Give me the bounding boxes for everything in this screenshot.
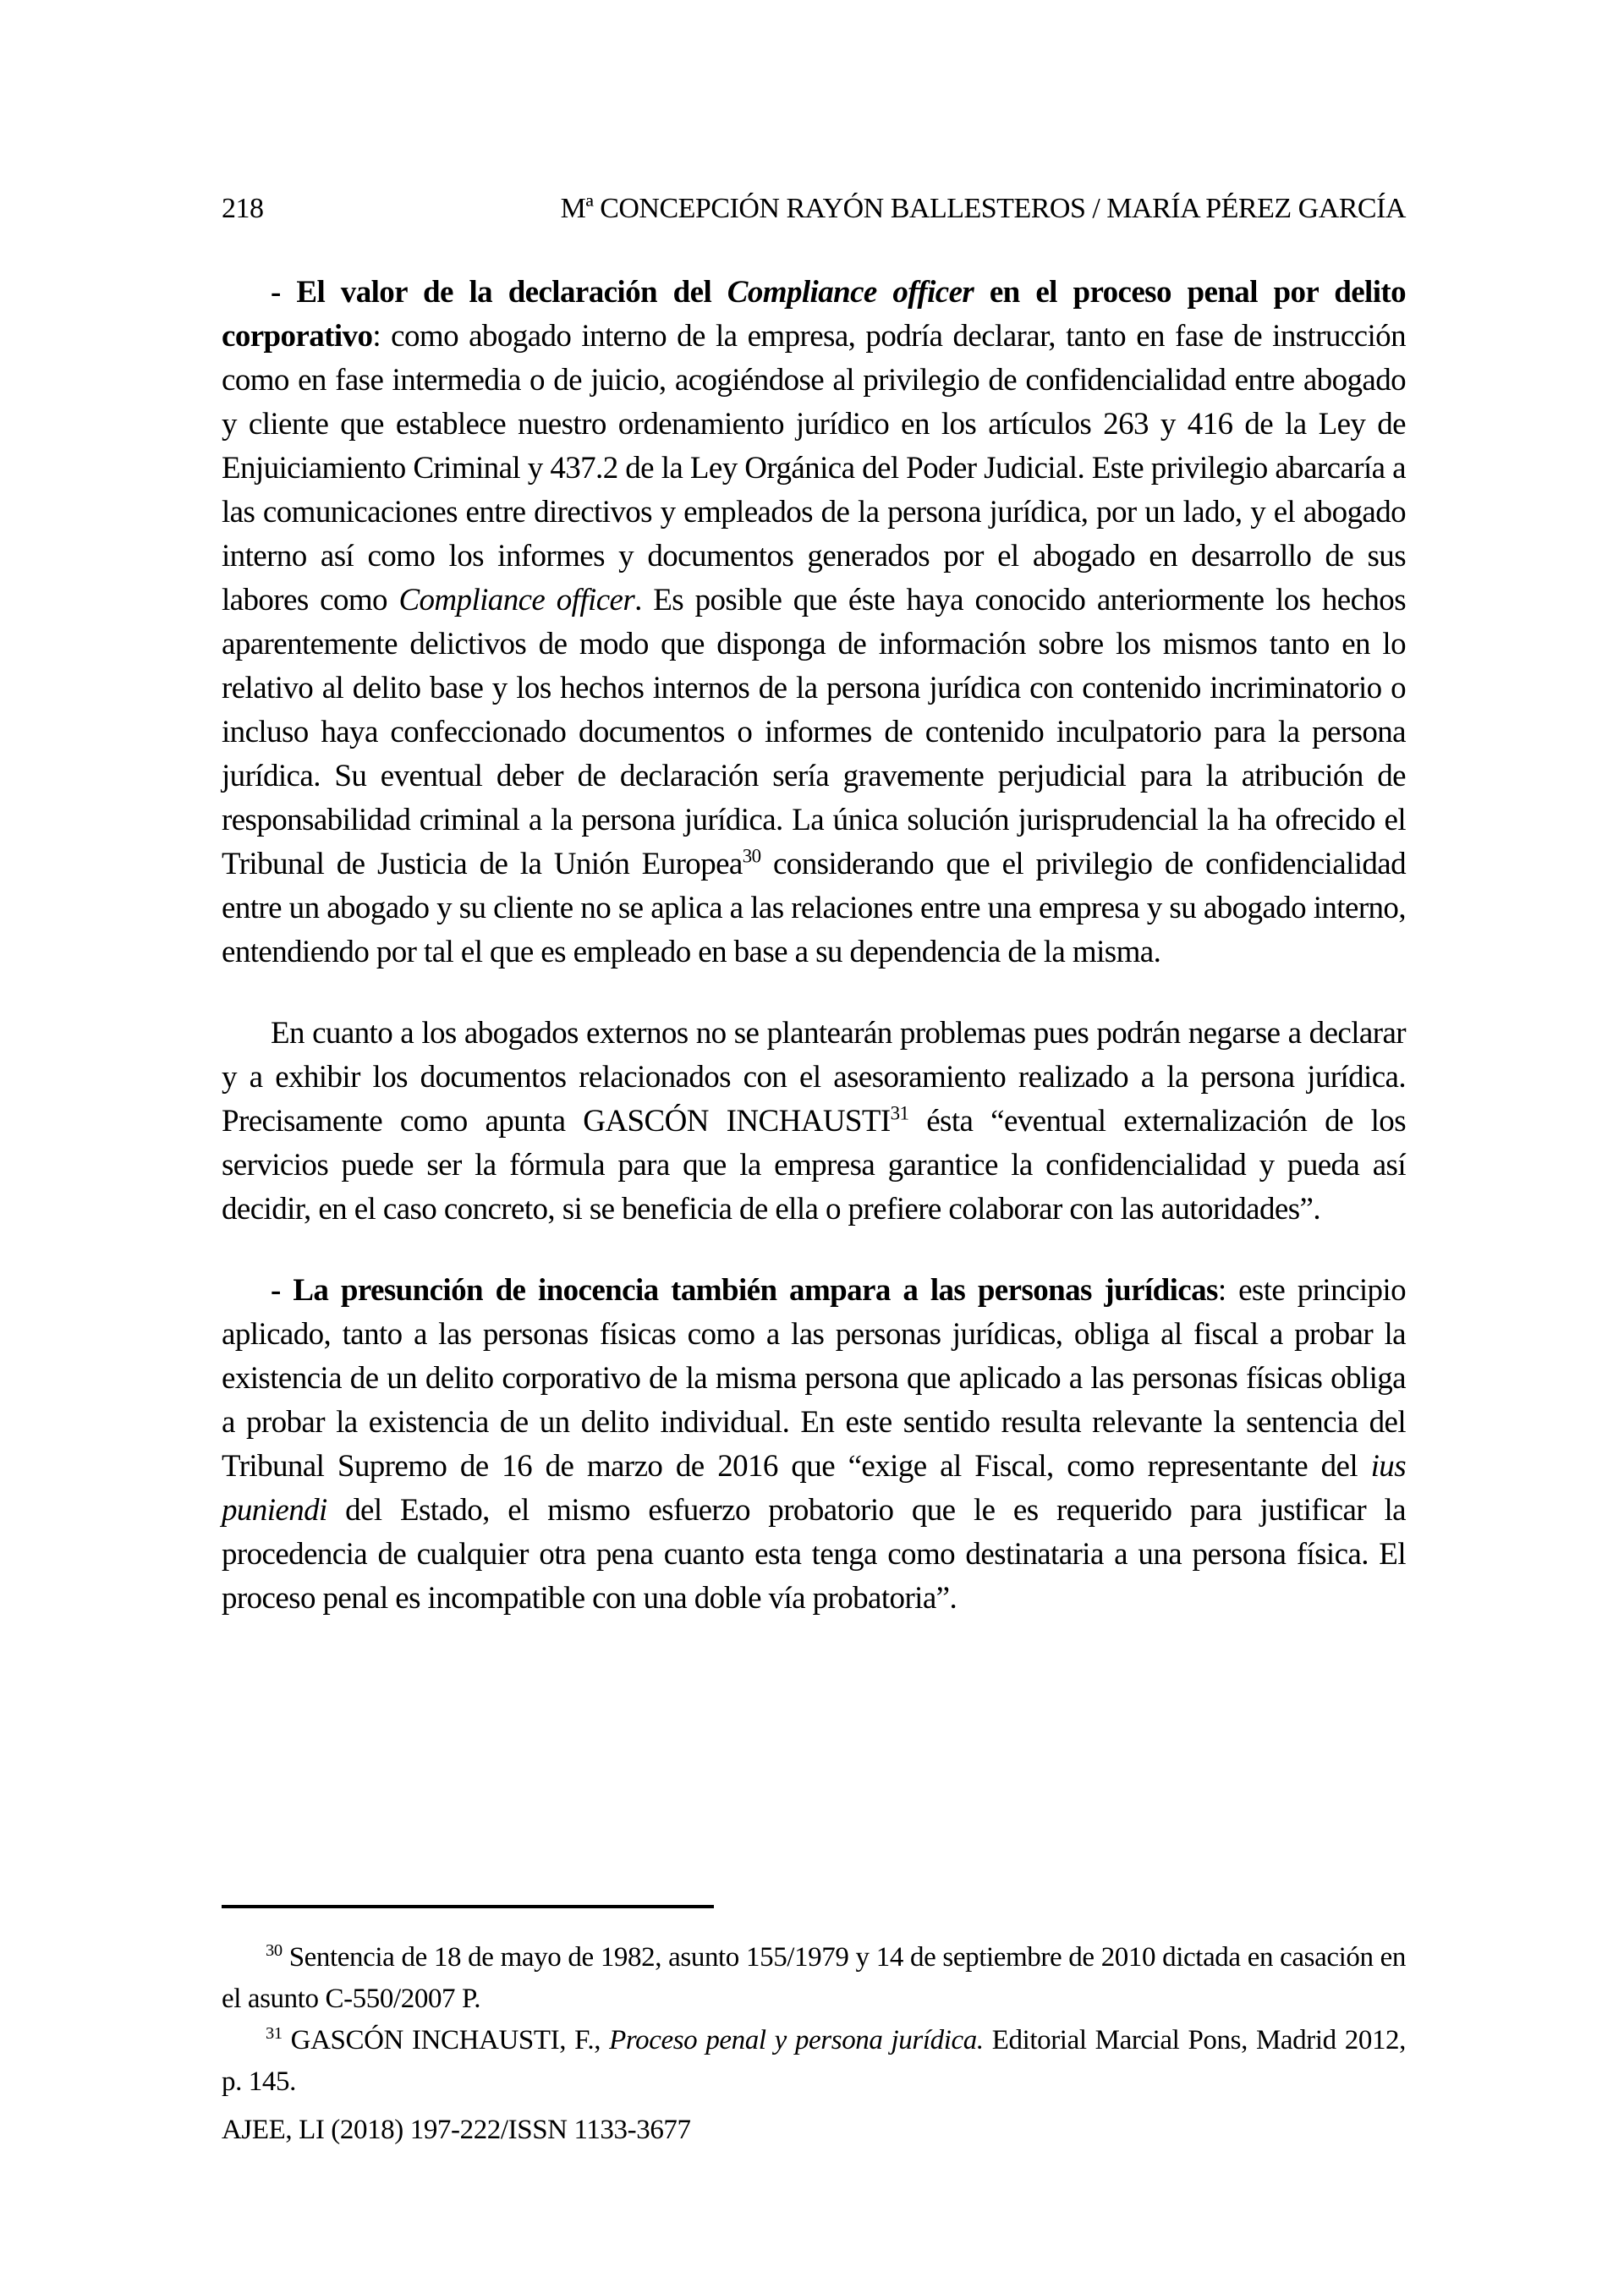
running-header-authors: Mª CONCEPCIÓN RAYÓN BALLESTEROS / MARÍA PÉREZ GARCÍA [560,193,1406,224]
footnote-number-30: 30 [266,1941,283,1960]
paragraph-text: . Es posible que éste haya conocido anteriormente los hechos aparentemente delictivos de modo que disponga de información sobre los mismos tanto en lo relativo al delito base y los hechos internos de la persona jurídica con contenido incriminatorio o incluso haya confeccionado documentos o informes de contenido inculpatorio para la persona jurídica. Su eventual deber de declaración sería gravemente perjudicial para la atribución de responsabilidad criminal a la persona jurídica. La única solución jurisprudencial la ha ofrecido el Tribunal de Justicia de la Unión Europea [222,583,1407,881]
paragraph-text: del Estado, el mismo esfuerzo probatorio que le es requerido para justificar la procedencia de cualquier otra pena cuanto esta tenga como destinataria a una persona física. El proceso penal es incompatible con una doble vía probatoria”. [222,1493,1406,1616]
paragraph-text: ésta “eventual externalización de los servicios puede ser la fórmula para que la empresa garantice la confidencialidad y pueda así decidir, en el caso concreto, si se beneficia de ella o prefiere colaborar con las autoridades”. [222,1104,1406,1227]
footnote-ref-30: 30 [742,845,761,867]
footnote-separator [222,1905,714,1908]
body-text [222,271,1406,1621]
paragraph-text: considerando que el privilegio de confidencialidad entre un abogado y su cliente no se aplica a las relaciones entre una empresa y su abogado interno, entendiendo por tal el que es empleado en base a su dependencia de la misma. [222,847,1406,969]
footnotes-section [222,1905,1406,2103]
paragraph-lead-bold-cont: en el proceso penal por delito corporativo [222,275,1407,354]
running-header [222,193,1406,225]
paragraph-text: En cuanto a los abogados externos no se plantearán problemas pues podrán negarse a declarar y a exhibir los documentos relacionados con el asesoramiento realizado a la persona jurídica. Precisamente como apunta GASCÓN INCHAUSTI [222,1016,1406,1139]
ius-puniendi-term: ius puniendi [222,1449,1406,1528]
footnote-text: Sentencia de 18 de mayo de 1982, asunto 155/1979 y 14 de septiembre de 2010 dictada en casación en el asunto C-550/2007 P. [222,1942,1406,2014]
paragraph-presumption-of-innocence [222,1269,1406,1621]
footnote-number-31: 31 [266,2024,283,2043]
footnote-text: GASCÓN INCHAUSTI, F., [282,2025,610,2055]
compliance-officer-term: Compliance officer [398,583,635,617]
book-title-italic: Proceso penal y persona jurídica. [609,2025,984,2055]
paragraph-text: : como abogado interno de la empresa, podría declarar, tanto en fase de instrucción como en fase intermedia o de juicio, acogiéndose al privilegio de confidencialidad entre abogado y cliente que establece nuestro ordenamiento jurídico en los artículos 263 y 416 de la Ley de Enjuiciamiento Criminal y 437.2 de la Ley Orgánica del Poder Judicial. Este privilegio abarcaría a las comunicaciones entre directivos y empleados de la persona jurídica, por un lado, y el abogado interno así como los informes y documentos generados por el abogado en desarrollo de sus labores como [222,319,1406,617]
footnote-ref-31: 31 [890,1102,909,1124]
paragraph-lead-bold: - El valor de la declaración del [271,275,727,310]
footnote-text: Editorial Marcial Pons, Madrid 2012, p. 145. [222,2025,1406,2097]
footer-citation: AJEE, LI (2018) 197-222/ISSN 1133-3677 [222,2115,691,2145]
paragraph-external-lawyers [222,1012,1406,1232]
paragraph-compliance-officer-declaration [222,271,1406,974]
paragraph-text: : este principio aplicado, tanto a las personas físicas como a las personas jurídicas, obliga al fiscal a probar la existencia de un delito corporativo de la misma persona que aplicado a las personas físicas obliga a probar la existencia de un delito individual. En este sentido resulta relevante la sentencia del Tribunal Supremo de 16 de marzo de 2016 que “exige al Fiscal, como representante del [222,1273,1406,1484]
footnote-30 [222,1937,1406,2020]
compliance-officer-term: Compliance officer [727,275,974,310]
footnote-31 [222,2020,1406,2103]
page-number: 218 [222,193,264,224]
paragraph-lead-bold: - La presunción de inocencia también ampara a las personas jurídicas [271,1273,1218,1308]
